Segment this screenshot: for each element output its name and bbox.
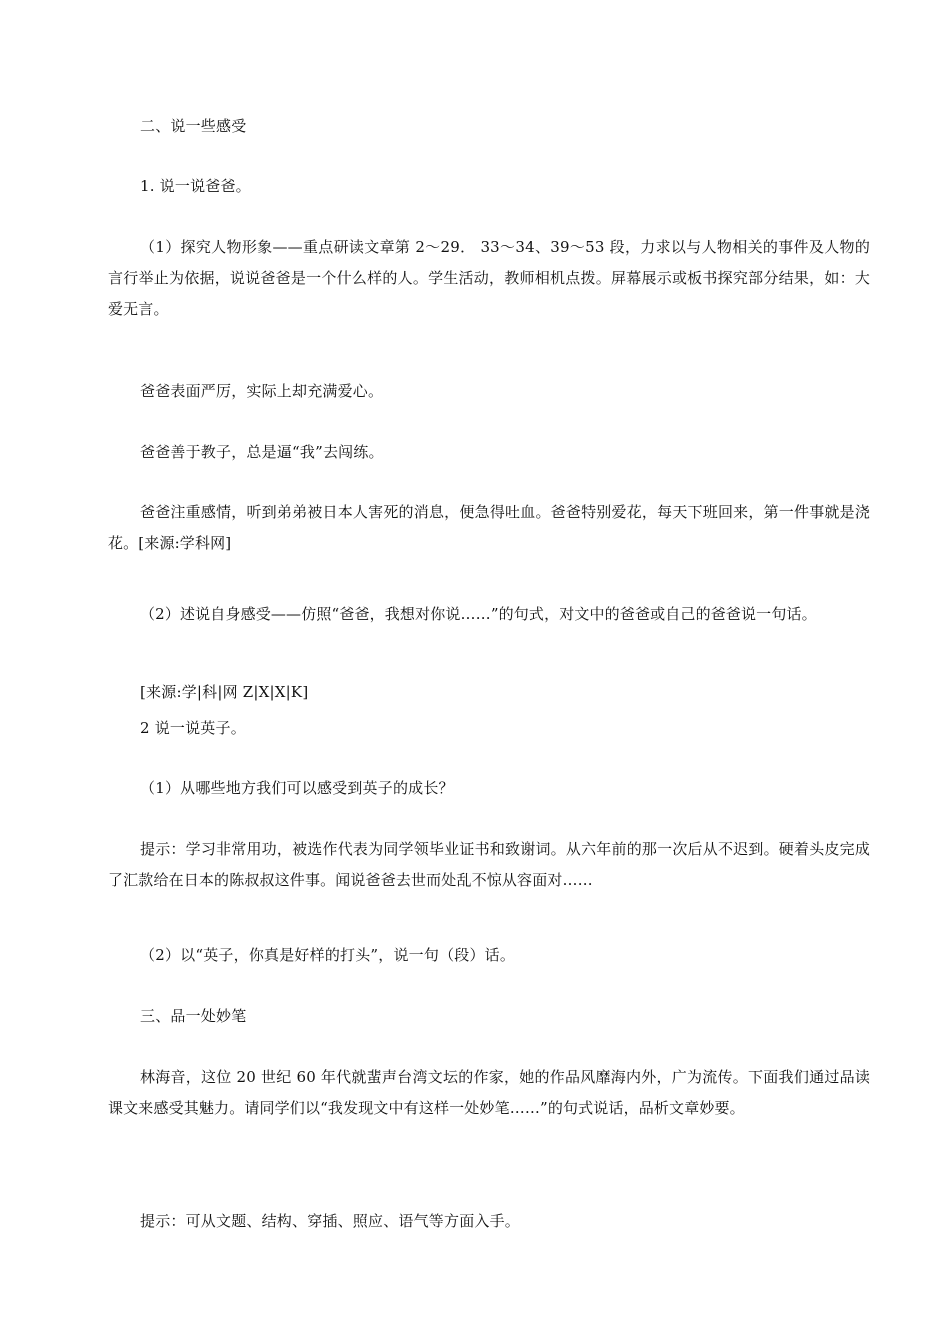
hint-growth	[108, 834, 870, 896]
paragraph-express-feelings	[108, 599, 870, 630]
item-heading-yingzi: 2 说一说英子。	[140, 719, 246, 737]
section-heading-3: 三、品一处妙笔	[140, 1007, 247, 1025]
paragraph-text: （2）述说自身感受——仿照“爸爸，我想对你说……”的句式，对文中的爸爸或自己的爸爸说一句话。	[140, 605, 817, 623]
paragraph-text: （1）探究人物形象——重点研读文章第 2～29． 33～34、39～53 段，力求以与人物相关的事件及人物的言行举止为依据，说说爸爸是一个什么样的人。学生活动，教师相机点拨。屏幕展示或板书探究部分结果，如：大爱无言。	[108, 238, 870, 318]
paragraph-text: 爸爸注重感情，听到弟弟被日本人害死的消息，便急得吐血。爸爸特别爱花，每天下班回来，第一件事就是浇花。[来源:学科网]	[108, 503, 870, 552]
section-heading-2: 二、说一些感受	[140, 117, 247, 135]
paragraph-dad-teaching: 爸爸善于教子，总是逼“我”去闯练。	[140, 443, 384, 461]
source-note: [来源:学|科|网 Z|X|X|K]	[140, 683, 309, 701]
question-growth: （1）从哪些地方我们可以感受到英子的成长？	[140, 779, 454, 797]
paragraph-dad-image	[108, 232, 870, 325]
item-heading-dad: 1. 说一说爸爸。	[140, 177, 251, 195]
hint-writing: 提示：可从文题、结构、穿插、照应、语气等方面入手。	[140, 1212, 521, 1230]
paragraph-dad-feelings	[108, 497, 870, 559]
paragraph-text: 林海音，这位 20 世纪 60 年代就蜚声台湾文坛的作家，她的作品风靡海内外，广为流传。下面我们通过品读课文来感受其魅力。请同学们以“我发现文中有这样一处妙笔……”的句式说话，品析文章妙要。	[108, 1068, 870, 1117]
paragraph-lin-haiyin	[108, 1062, 870, 1124]
question-praise: （2）以“英子，你真是好样的打头”，说一句（段）话。	[140, 946, 516, 964]
paragraph-dad-strict: 爸爸表面严厉，实际上却充满爱心。	[140, 382, 384, 400]
paragraph-text: 提示：学习非常用功，被选作代表为同学领毕业证书和致谢词。从六年前的那一次后从不迟到。硬着头皮完成了汇款给在日本的陈叔叔这件事。闻说爸爸去世而处乱不惊从容面对……	[108, 840, 870, 889]
